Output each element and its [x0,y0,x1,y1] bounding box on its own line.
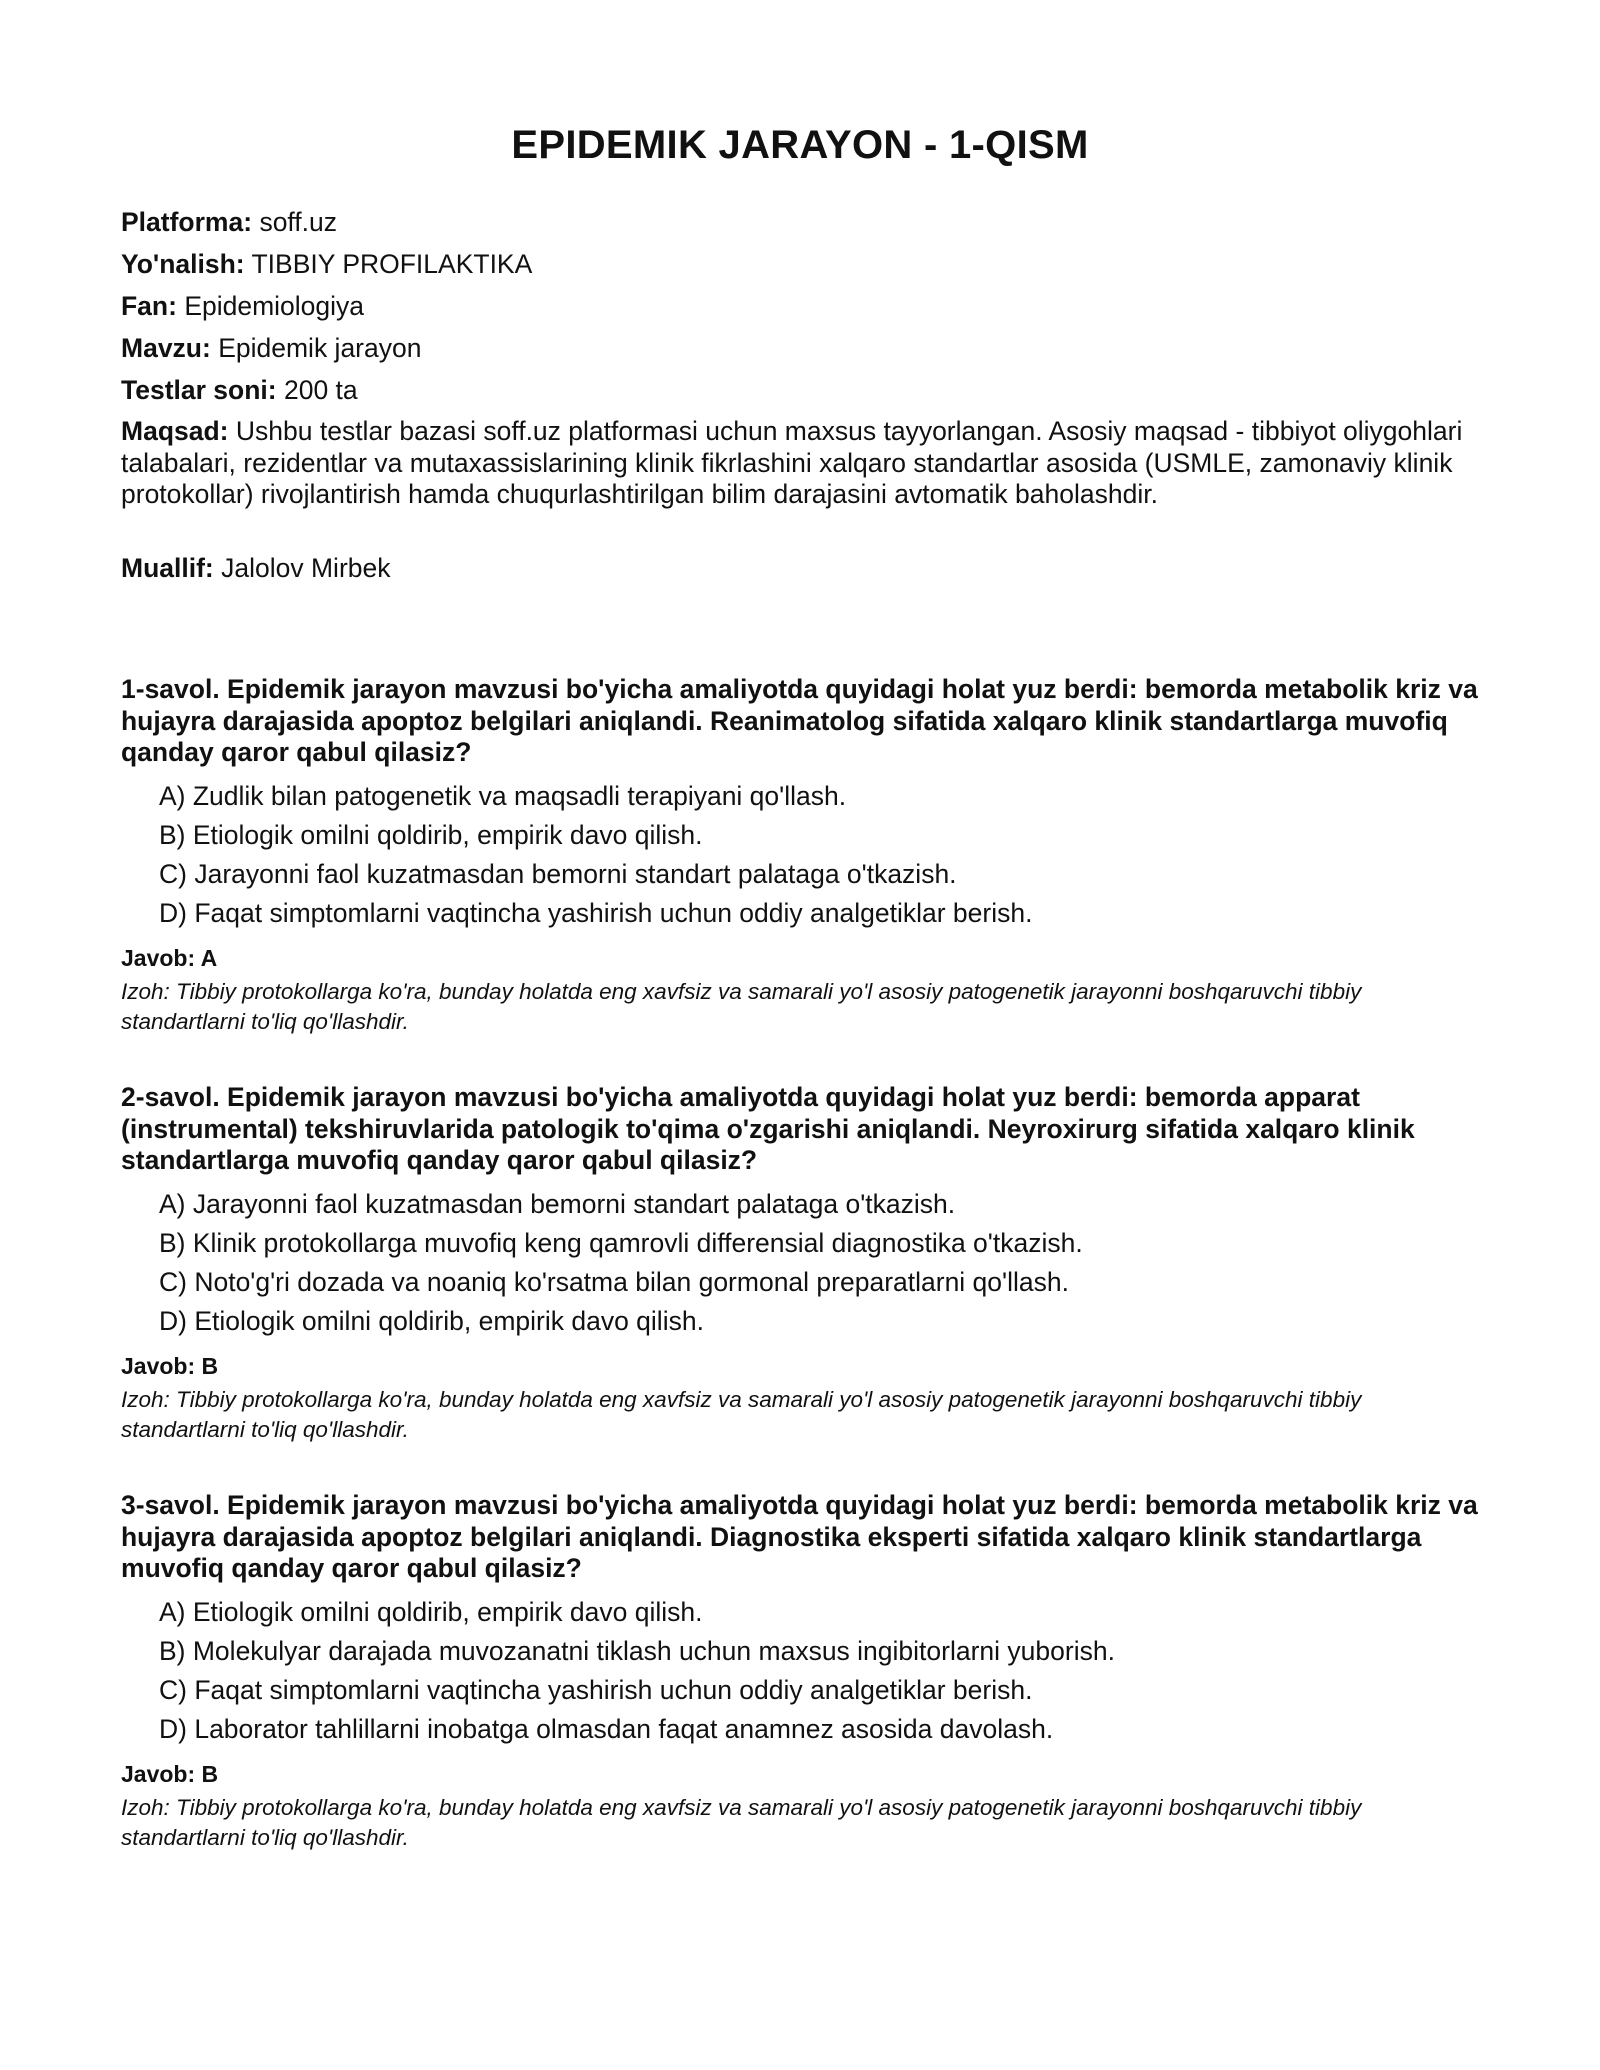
meta-maqsad [121,416,1481,511]
meta-value: TIBBIY PROFILAKTIKA [251,249,533,279]
explanation-text: Izoh: Tibbiy protokollarga ko'ra, bunday holatda eng xavfsiz va samarali yo'l asosiy patogenetik jarayonni boshqaruvchi tibbiy standartlarni to'liq qo'llashdir. [121,1386,1362,1442]
option-d: D) Laborator tahlillarni inobatga olmasdan faqat anamnez asosida davolash. [159,1713,1054,1744]
meta-label: Testlar soni: [121,375,277,405]
meta-value: Epidemiologiya [184,291,365,321]
option-list [121,777,1481,933]
meta-fan [121,290,1481,322]
answer-label: Javob: A [121,944,218,971]
question-3 [121,1490,1481,1853]
meta-label: Fan: [121,291,177,321]
meta-value: Ushbu testlar bazasi soff.uz platformasi uchun maxsus tayyorlangan. Asosiy maqsad - tibbiyot oliygohlari talabalari, rezidentlar va mutaxassislarining klinik fikrlashini xalqaro standartlar asosida (USMLE, zamonaviy klinik protokollar) rivojlantirish hamda chuqurlashtirilgan bilim darajasini avtomatik baholashdir. [121,416,1463,509]
option-b: B) Klinik protokollarga muvofiq keng qamrovli differensial diagnostika o'tkazish. [159,1227,1083,1258]
meta-label: Maqsad: [121,416,229,446]
meta-value: soff.uz [259,207,338,237]
option-list [121,1185,1481,1341]
meta-label: Platforma: [121,207,253,237]
meta-value: Jalolov Mirbek [221,553,391,583]
answer-label: Javob: B [121,1352,219,1379]
meta-muallif [121,552,1481,584]
meta-yonalish [121,248,1481,280]
option-c: C) Noto'g'ri dozada va noaniq ko'rsatma bilan gormonal preparatlarni qo'llash. [159,1266,1069,1297]
explanation-text: Izoh: Tibbiy protokollarga ko'ra, bunday holatda eng xavfsiz va samarali yo'l asosiy patogenetik jarayonni boshqaruvchi tibbiy standartlarni to'liq qo'llashdir. [121,1794,1362,1850]
meta-label: Yo'nalish: [121,249,245,279]
meta-mavzu [121,332,1481,364]
option-a: A) Etiologik omilni qoldirib, empirik davo qilish. [159,1596,703,1627]
explanation-text: Izoh: Tibbiy protokollarga ko'ra, bunday holatda eng xavfsiz va samarali yo'l asosiy patogenetik jarayonni boshqaruvchi tibbiy standartlarni to'liq qo'llashdir. [121,978,1362,1034]
option-list [121,1593,1481,1749]
option-b: B) Molekulyar darajada muvozanatni tiklash uchun maxsus ingibitorlarni yuborish. [159,1635,1115,1666]
meta-label: Muallif: [121,553,214,583]
meta-value: Epidemik jarayon [218,333,422,363]
option-c: C) Jarayonni faol kuzatmasdan bemorni standart palataga o'tkazish. [159,858,957,889]
question-text: 3-savol. Epidemik jarayon mavzusi bo'yicha amaliyotda quyidagi holat yuz berdi: bemorda metabolik kriz va hujayra darajasida apoptoz belgilari aniqlandi. Diagnostika eksperti sifatida xalqaro klinik standartlarga muvofiq qanday qaror qabul qilasiz? [121,1490,1478,1583]
question-1 [121,674,1481,1037]
option-b: B) Etiologik omilni qoldirib, empirik davo qilish. [159,819,703,850]
option-a: A) Zudlik bilan patogenetik va maqsadli terapiyani qo'llash. [159,780,847,811]
meta-value: 200 ta [283,375,358,405]
question-2 [121,1082,1481,1445]
meta-label: Mavzu: [121,333,211,363]
meta-testlar-soni [121,374,1481,406]
option-d: D) Faqat simptomlarni vaqtincha yashirish uchun oddiy analgetiklar berish. [159,897,1033,928]
question-text: 1-savol. Epidemik jarayon mavzusi bo'yicha amaliyotda quyidagi holat yuz berdi: bemorda metabolik kriz va hujayra darajasida apoptoz belgilari aniqlandi. Reanimatolog sifatida xalqaro klinik standartlarga muvofiq qanday qaror qabul qilasiz? [121,674,1478,767]
option-d: D) Etiologik omilni qoldirib, empirik davo qilish. [159,1305,704,1336]
answer-label: Javob: B [121,1760,219,1787]
document-title: EPIDEMIK JARAYON - 1-QISM [511,123,1089,167]
meta-platforma [121,206,1481,238]
option-c: C) Faqat simptomlarni vaqtincha yashirish uchun oddiy analgetiklar berish. [159,1674,1033,1705]
option-a: A) Jarayonni faol kuzatmasdan bemorni standart palataga o'tkazish. [159,1188,956,1219]
question-text: 2-savol. Epidemik jarayon mavzusi bo'yicha amaliyotda quyidagi holat yuz berdi: bemorda apparat (instrumental) tekshiruvlarida patologik to'qima o'zgarishi aniqlandi. Neyroxirurg sifatida xalqaro klinik standartlarga muvofiq qanday qaror qabul qilasiz? [121,1082,1415,1175]
